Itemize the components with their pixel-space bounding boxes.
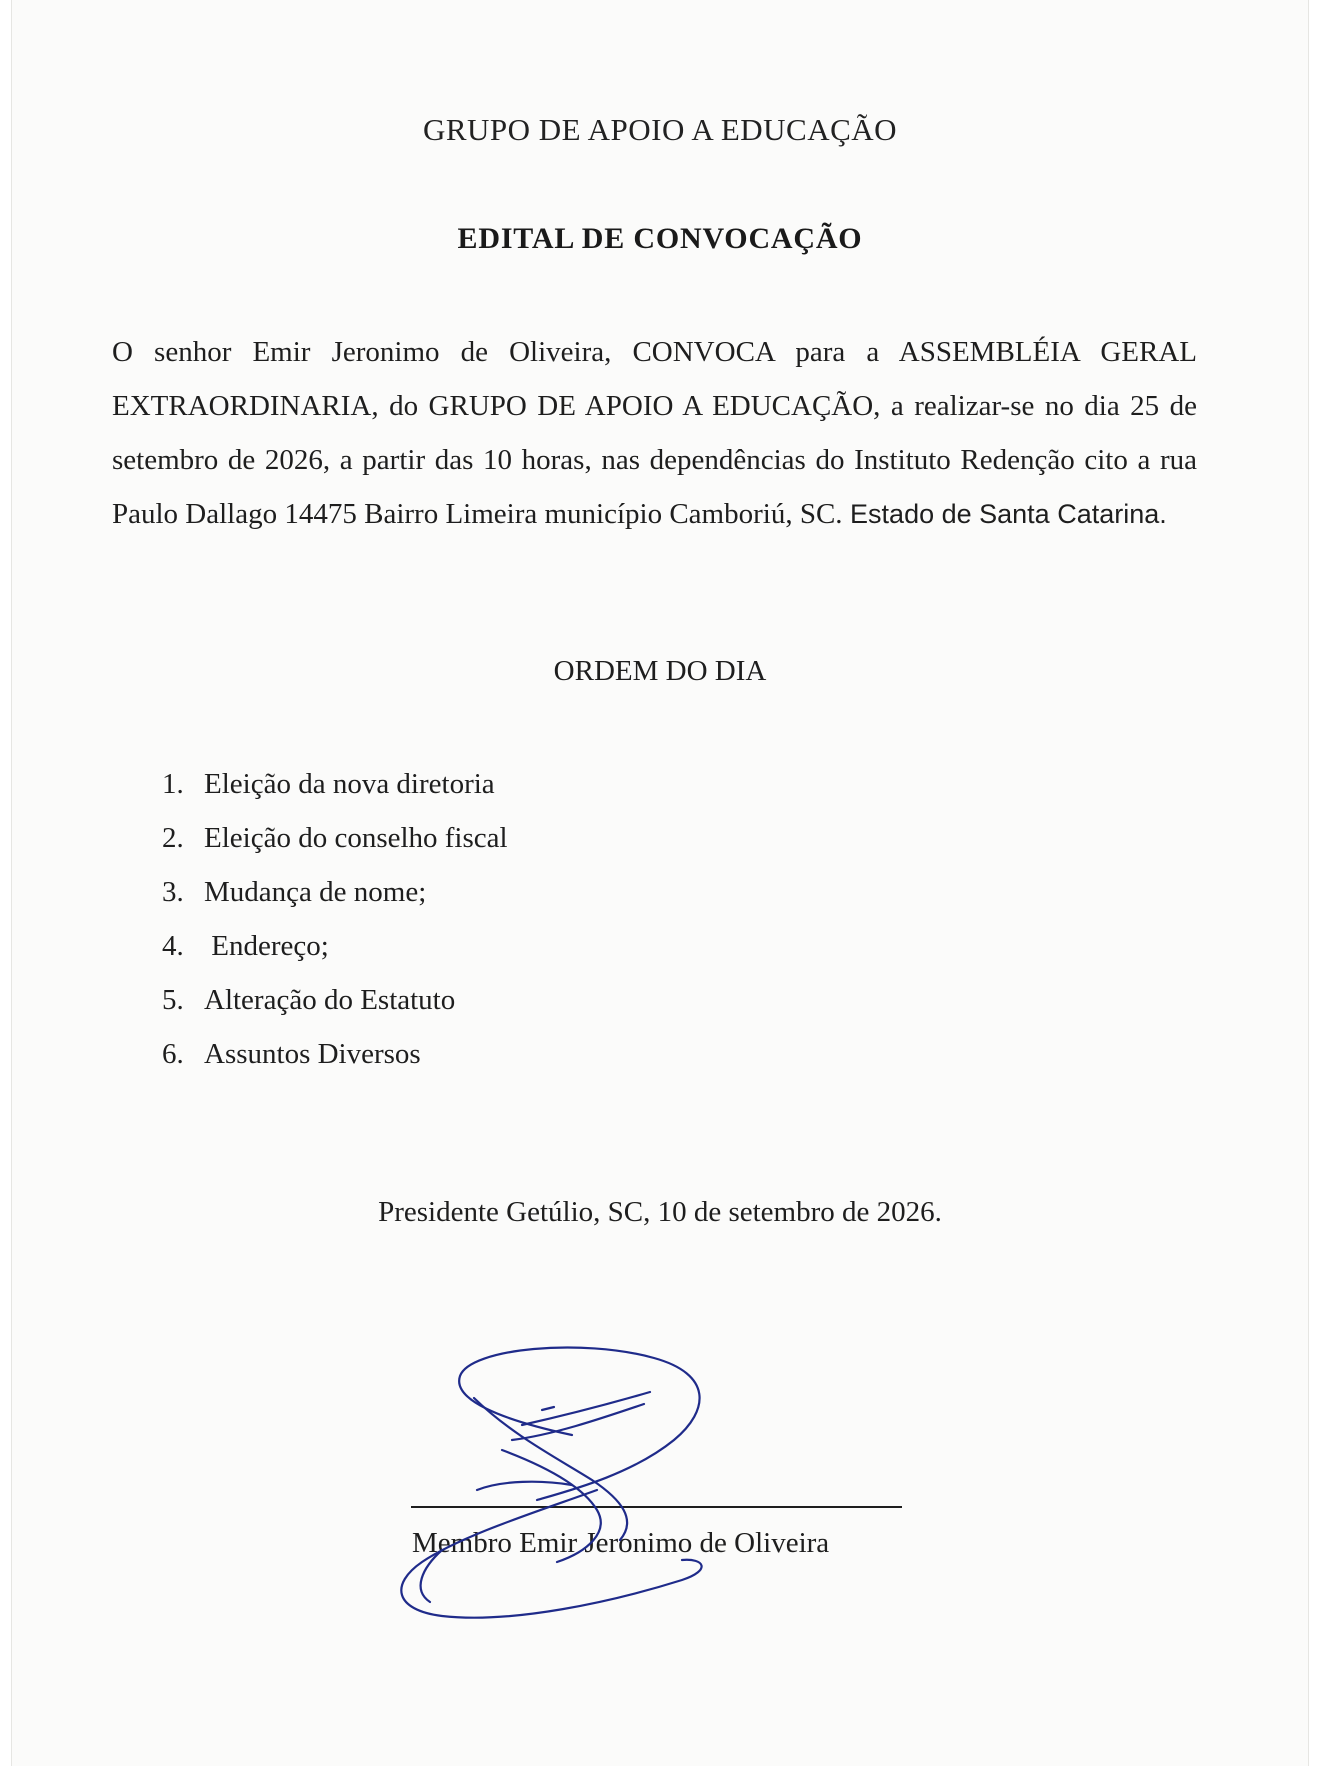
convocation-text-ending: Estado de Santa Catarina. [842,499,1167,529]
agenda-item-text: Eleição do conselho fiscal [204,822,508,854]
agenda-item-text: Endereço; [204,930,329,962]
agenda-heading: ORDEM DO DIA [553,655,767,687]
agenda-item-text: Alteração do Estatuto [204,984,456,1016]
agenda-item-number: 1. [162,768,184,800]
agenda-item [162,811,508,865]
document-title: EDITAL DE CONVOCAÇÃO [457,222,863,255]
agenda-item-text: Mudança de nome; [204,876,427,908]
agenda-item [162,973,508,1027]
agenda-item-number: 4. [162,930,184,962]
agenda-item [162,865,508,919]
agenda-item-text: Eleição da nova diretoria [204,768,495,800]
convocation-text: O senhor Emir Jeronimo de Oliveira, CONVOCA para a ASSEMBLÉIA GERAL EXTRAORDINARIA, do GRUPO DE APOIO A EDUCAÇÃO, a realizar-se no dia 25 de setembro de 2026, a partir das 10 horas, nas dependências do Instituto Redenção cito a rua Paulo Dallago 14475 Bairro Limeira município Camboriú, SC. [112,336,1197,530]
agenda-item [162,757,508,811]
handwritten-signature [382,1340,802,1630]
agenda-item-text: Assuntos Diversos [204,1038,421,1070]
agenda-item-number: 2. [162,822,184,854]
agenda-item [162,1027,508,1081]
agenda-item [162,919,508,973]
agenda-item-number: 3. [162,876,184,908]
organization-header: GRUPO DE APOIO A EDUCAÇÃO [422,112,898,147]
agenda-item-number: 5. [162,984,184,1016]
document-page [12,0,1308,1766]
signer-name: Membro Emir Jeronimo de Oliveira [412,1527,830,1559]
page-edge [0,0,12,1766]
agenda-list [162,757,508,1081]
convocation-paragraph [112,325,1197,541]
place-and-date: Presidente Getúlio, SC, 10 de setembro de 2026. [378,1196,942,1228]
agenda-item-number: 6. [162,1038,184,1070]
